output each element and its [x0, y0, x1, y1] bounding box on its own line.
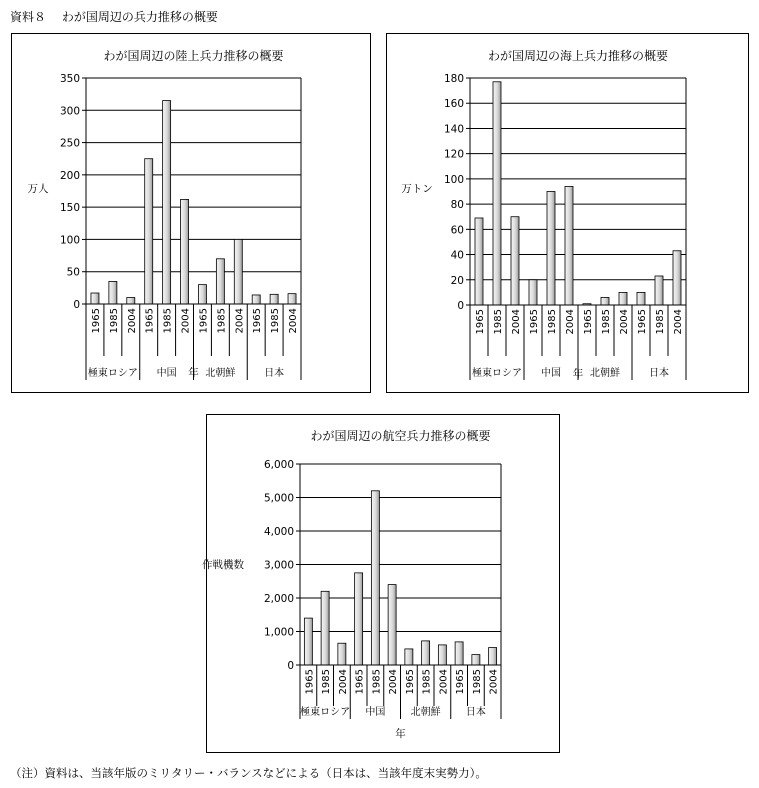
x-tick-label: 1985 [471, 669, 483, 695]
y-tick-label: 2,000 [263, 593, 294, 605]
x-axis-label: 年 [572, 368, 584, 380]
y-axis-label: 作戦機数 [202, 559, 244, 571]
footnote: （注）資料は、当該年版のミリタリー・バランスなどによる（日本は、当該年度末実勢力）。 [10, 766, 487, 780]
y-tick-label: 0 [457, 300, 464, 312]
x-tick-label: 1985 [421, 669, 433, 695]
y-tick-label: 20 [450, 274, 464, 287]
y-tick-label: 1,000 [263, 626, 294, 639]
x-tick-label: 1965 [529, 309, 540, 335]
y-tick-label: 0 [73, 299, 80, 311]
x-tick-label: 1985 [493, 309, 504, 335]
ground-forces-chart-panel [11, 33, 371, 393]
air-forces-chart [202, 415, 559, 752]
x-tick-label: 1965 [455, 669, 467, 695]
x-tick-label: 2004 [180, 308, 192, 334]
bar-1-1 [547, 192, 555, 306]
x-tick-label: 2004 [126, 308, 138, 334]
bar-2-2 [234, 239, 242, 304]
bar-0-1 [109, 281, 117, 304]
y-tick-label: 100 [443, 173, 464, 186]
x-tick-label: 1985 [216, 308, 228, 334]
bar-3-2 [489, 648, 497, 665]
y-axis-label: 万人 [27, 183, 49, 195]
x-tick-label: 1985 [371, 669, 383, 695]
y-tick-label: 100 [59, 234, 80, 247]
x-tick-label: 1965 [404, 669, 416, 695]
bar-2-2 [438, 645, 446, 665]
x-tick-label: 2004 [488, 669, 500, 695]
chart-title: わが国周辺の航空兵力推移の概要 [310, 429, 491, 443]
bar-0-1 [321, 591, 329, 665]
y-tick-label: 5,000 [263, 492, 294, 505]
bar-0-2 [511, 217, 519, 305]
y-axis-label: 万トン [401, 183, 433, 195]
bar-0-1 [493, 82, 501, 305]
bar-1-0 [145, 159, 153, 304]
y-tick-label: 350 [59, 73, 80, 85]
x-tick-label: 2004 [337, 669, 349, 695]
y-tick-label: 150 [59, 202, 80, 215]
x-tick-label: 1965 [252, 308, 264, 334]
y-tick-label: 140 [443, 123, 464, 136]
x-tick-label: 2004 [673, 309, 684, 335]
bar-2-1 [216, 259, 224, 304]
bar-3-2 [673, 251, 681, 305]
x-tick-label: 1965 [637, 309, 648, 335]
y-tick-label: 300 [59, 105, 80, 118]
bar-1-0 [529, 280, 537, 305]
bar-2-0 [405, 649, 413, 665]
bar-3-0 [455, 642, 463, 665]
bar-0-2 [338, 643, 346, 665]
x-tick-label: 1965 [583, 309, 594, 335]
bar-3-1 [270, 294, 278, 304]
y-tick-label: 200 [59, 169, 80, 182]
chart-title: わが国周辺の陸上兵力推移の概要 [103, 49, 284, 63]
x-tick-label: 1965 [475, 309, 486, 335]
y-tick-label: 180 [443, 73, 464, 85]
page-title: 資料８ わが国周辺の兵力推移の概要 [10, 10, 218, 24]
y-tick-label: 120 [443, 148, 464, 161]
x-tick-label: 2004 [565, 309, 576, 335]
group-label: 極東ロシア [472, 368, 522, 379]
bar-1-2 [565, 186, 573, 305]
bar-1-1 [163, 101, 171, 304]
group-label: 中国 [541, 368, 561, 379]
bar-3-2 [288, 294, 296, 304]
bar-0-2 [127, 298, 135, 304]
y-tick-label: 4,000 [263, 526, 294, 538]
bar-3-1 [472, 655, 480, 665]
group-label: 中国 [365, 707, 386, 718]
x-axis-label: 年 [395, 728, 406, 740]
bar-1-2 [181, 199, 189, 304]
group-label: 日本 [465, 707, 486, 718]
x-tick-label: 2004 [438, 669, 450, 695]
group-label: 日本 [649, 368, 669, 379]
air-forces-chart-panel [202, 414, 560, 753]
x-tick-label: 2004 [234, 308, 246, 334]
y-tick-label: 250 [59, 137, 80, 150]
bar-2-2 [619, 292, 627, 305]
bar-1-0 [355, 573, 363, 665]
x-tick-label: 1965 [198, 308, 210, 334]
ground-forces-chart [12, 34, 370, 392]
bar-3-0 [637, 292, 645, 305]
x-tick-label: 2004 [288, 308, 300, 334]
group-label: 中国 [156, 368, 177, 379]
x-tick-label: 2004 [619, 309, 630, 335]
x-tick-label: 1985 [655, 309, 666, 335]
x-tick-label: 1985 [321, 669, 333, 695]
bar-2-1 [601, 297, 609, 305]
x-tick-label: 1985 [162, 308, 174, 334]
x-tick-label: 1985 [547, 309, 558, 335]
group-label: 極東ロシア [87, 368, 138, 379]
x-tick-label: 2004 [388, 669, 400, 695]
y-tick-label: 40 [450, 249, 464, 262]
x-tick-label: 1985 [108, 308, 120, 334]
bar-0-0 [475, 218, 483, 305]
y-tick-label: 80 [450, 199, 464, 212]
x-tick-label: 1965 [304, 669, 316, 695]
x-tick-label: 1985 [601, 309, 612, 335]
naval-forces-chart [387, 34, 748, 392]
bar-1-1 [371, 491, 379, 665]
y-tick-label: 3,000 [263, 559, 294, 572]
bar-0-0 [91, 293, 99, 304]
y-tick-label: 60 [450, 224, 464, 237]
group-label: 北朝鮮 [410, 707, 441, 718]
y-tick-label: 50 [66, 266, 80, 279]
group-label: 北朝鮮 [205, 368, 236, 379]
bar-0-0 [304, 618, 312, 665]
x-tick-label: 1965 [90, 308, 102, 334]
bar-3-0 [252, 295, 260, 304]
x-tick-label: 1965 [144, 308, 156, 334]
x-axis-label: 年 [188, 367, 199, 379]
bar-2-1 [422, 641, 430, 665]
bar-1-2 [388, 585, 396, 665]
bar-3-1 [655, 276, 663, 305]
x-tick-label: 1985 [270, 308, 282, 334]
x-tick-label: 1965 [354, 669, 366, 695]
group-label: 日本 [264, 368, 285, 379]
y-tick-label: 6,000 [263, 459, 294, 471]
chart-title: わが国周辺の海上兵力推移の概要 [487, 49, 669, 63]
naval-forces-chart-panel [386, 33, 749, 393]
y-tick-label: 160 [443, 98, 464, 111]
y-tick-label: 0 [287, 660, 294, 672]
bar-2-0 [198, 285, 206, 304]
x-tick-label: 2004 [511, 309, 522, 335]
group-label: 極東ロシア [300, 707, 351, 718]
group-label: 北朝鮮 [590, 368, 620, 379]
